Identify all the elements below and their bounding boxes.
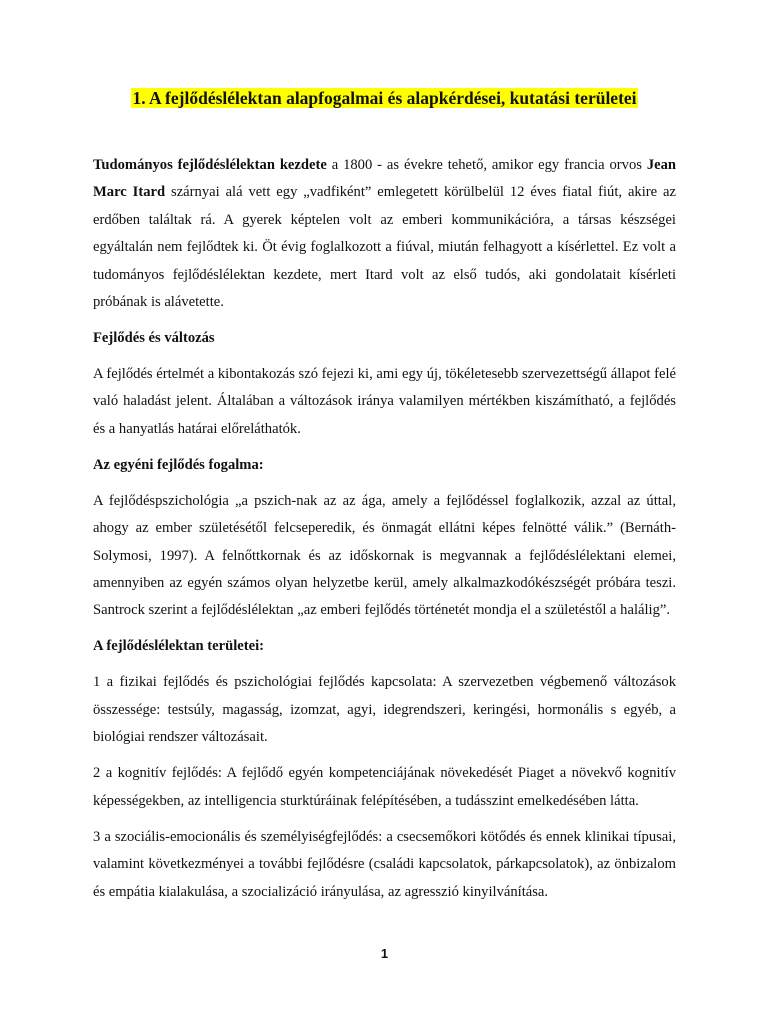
area-item-cognitive: 2 a kognitív fejlődés: A fejlődő egyén kompetenciájának növekedését Piaget a növekvő kognitív képességekben, az intelligencia sturktúráinak felépítésében, a tudásszint emelkedésében látta. xyxy=(93,765,676,809)
page-title xyxy=(93,86,676,110)
document-page xyxy=(93,0,676,1024)
page-number: 1 xyxy=(380,946,389,961)
title-highlight: 1. A fejlődéslélektan alapfogalmai és alapkérdései, kutatási területei xyxy=(132,88,637,108)
intro-lead-bold: Tudományos fejlődéslélektan kezdete xyxy=(93,157,327,173)
heading-individual-development: Az egyéni fejlődés fogalma: xyxy=(93,456,264,473)
area-item-physical: 1 a fizikai fejlődés és pszichológiai fejlődés kapcsolata: A szervezetben végbemenő változások összessége: testsúly, magasság, izomzat, agyi, idegrendszeri, keringési, hormonális s egyéb, a biológiai rendszer változásait. xyxy=(93,674,676,746)
intro-text-1: a 1800 - as évekre tehető, amikor egy francia orvos xyxy=(326,157,647,173)
document-body xyxy=(93,152,676,915)
area-item-social-emotional: 3 a szociális-emocionális és személyiségfejlődés: a csecsemőkori kötődés és ennek klinikai típusai, valamint következményei a további fejlődésre (családi kapcsolatok, párkapcsolatok), az önbizalom és empátia kialakulása, a szocializáció irányulása, az agresszió kinyilvánítása. xyxy=(93,828,676,900)
paragraph-development-change: A fejlődés értelmét a kibontakozás szó fejezi ki, ami egy új, tökéletesebb szervezettségű állapot felé való haladást jelent. Általában a változások iránya valamilyen mértékben kiszámítható, a fejlődés és a hanyatlás határai előreláthatók. xyxy=(93,366,676,437)
heading-development-change: Fejlődés és változás xyxy=(93,330,215,347)
paragraph-individual-development: A fejlődéspszichológia „a pszich-nak az az ága, amely a fejlődéssel foglalkozik, azzal az úttal, ahogy az ember születésétől felcseperedik, és önmagát ellátni képes felnötté válik.” (Bernáth-Solymosi, 1997). A felnőttkornak és az időskornak is megvannak a fejlődéslélektani elemei, amennyiben az egyén számos olyan helyzetbe kerül, amely alkalmazkodókészségét próbára teszi. Santrock szerint a fejlődéslélektan „az emberi fejlődés történetét mondja el a születéstől a halálig”. xyxy=(93,492,676,619)
heading-areas: A fejlődéslélektan területei: xyxy=(93,638,265,655)
intro-text-2: szárnyai alá vett egy „vadfiként” emlegetett körülbelül 12 éves fiatal fiút, akire az erdőben találtak rá. A gyerek képtelen volt az emberi kommunikációra, a társas készségei egyáltalán nem fejlődtek ki. Öt évig foglalkozott a fiúval, miután felhagyott a kísérlettel. Ez volt a tudományos fejlődéslélektan kezdete, mert Itard volt az első tudós, aki gondolatait kísérleti próbának is alávetette. xyxy=(93,184,676,311)
intro-paragraph xyxy=(93,152,676,316)
intro-name-bold: Jean Marc Itard xyxy=(93,157,676,201)
